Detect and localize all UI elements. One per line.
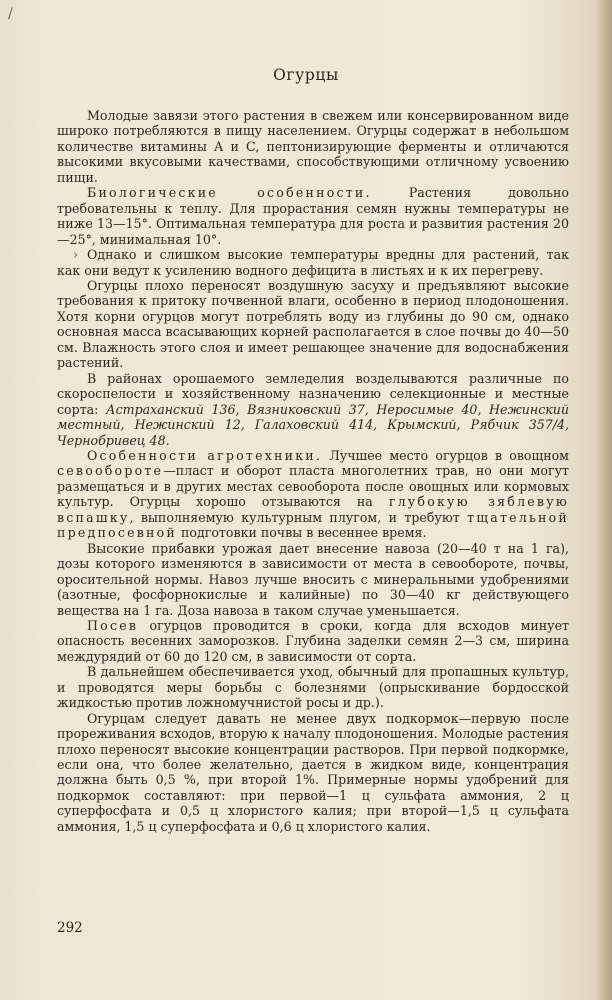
article-body — [57, 108, 569, 834]
paragraph-intro: Молодые завязи этого растения в свежем или консервированном виде широко потребляются в пищу населением. Огурцы содержат в небольшом количестве витамины A и C, пептонизирующие ферменты и отличаются высокими вкусовыми качествами, способствующими отличному усвоению пищи. — [57, 108, 569, 185]
corner-pencil-mark: / — [8, 6, 13, 22]
agrotech-text-d: подготовки почвы в весеннее время. — [177, 525, 427, 541]
variety-list: Астраханский 136, Вязниковский 37, Неросимые 40, Нежинский местный, Нежинский 12, Галаховский 414, Крымский, Рябчик 357/4, Чернобривец 48. — [57, 401, 569, 448]
paragraph-sowing — [57, 618, 569, 664]
paragraph-biology-text: Растения довольно требовательны к теплу. Для прорастания семян нужны температуры не ниже 13—15°. Оптимальная температура для роста и развития растения 20—25°, минимальная 10°. — [57, 185, 569, 247]
paragraph-manure: Высокие прибавки урожая дает внесение навоза (20—40 т на 1 га), дозы которого изменяются в зависимости от места в севообороте, почвы, оросительной нормы. Навоз лучше вносить с минеральными удобрениями (азотные, фосфорнокислые и калийные) по 30—40 кг действующего вещества на 1 га. Доза навоза в таком случае уменьшается. — [57, 540, 569, 618]
section-lead-biology: Биологические особенности. — [87, 185, 372, 201]
paragraph-moisture: Огурцы плохо переносят воздушную засуху и предъявляют высокие требования к притоку почвенной влаги, особенно в период плодоношения. Хотя корни огурцов могут потреблять воду из глубины до 90 см, однако основная масса всасывающих корней располагается в слое почвы до 40—50 см. Влажность этого слоя и имеет решающее значение для водоснабжения растений. — [57, 277, 569, 371]
paragraph-feeding: Огурцам следует давать не менее двух подкормок—первую после прореживания всходов, вторую к началу плодоношения. Молодые растения плохо переносят высокие концентрации растворов. При первой подкормке, если она, что более желательно, дается в жидком виде, концентрация должна быть 0,5 %, при второй 1%. Примерные нормы удобрений для подкормок составляют: при первой—1 ц сульфата аммония, 2 ц суперфосфата и 0,5 ц хлористого калия; при второй—1,5 ц сульфата аммония, 1,5 ц суперфосфата и 0,6 ц хлористого калия. — [57, 710, 569, 834]
margin-tick-mark: › — [73, 247, 79, 263]
paragraph-heat-text: Однако и слишком высокие температуры вредны для растений, так как они ведут к усилению водного дефицита в листьях и к их перегреву. — [57, 247, 569, 278]
paragraph-sowing-text: огурцов проводится в сроки, когда для всходов минует опасность весенних заморозков. Глубина заделки семян 2—3 см, ширина междурядий от 60 до 120 см, в зависимости от сорта. — [57, 617, 569, 664]
term-presowing: тщательной предпосевной — [57, 509, 569, 541]
paragraph-heat — [57, 247, 569, 278]
page-number: 292 — [57, 920, 83, 936]
paragraph-agrotech — [57, 448, 569, 541]
paragraph-varieties — [57, 371, 569, 448]
agrotech-text-a: Лучшее место огурцов в овощном — [322, 447, 569, 463]
paragraph-care: В дальнейшем обеспечивается уход, обычный для пропашных культур, и проводятся меры борьбы с болезнями (опрыскивание бордосской жидкостью против ложномучнистой росы и др.). — [57, 664, 569, 711]
term-crop-rotation: севообороте — [57, 463, 164, 479]
paragraph-varieties-text: В районах орошаемого земледелия возделываются различные по скороспелости и хозяйственному назначению селекционные и местные сорта: — [57, 370, 569, 417]
page-title: Огурцы — [273, 66, 339, 84]
spine-shadow — [596, 0, 612, 1000]
section-lead-sowing: Посев — [87, 617, 139, 633]
agrotech-text-c: , выполняемую культурным плугом, и требуют — [129, 509, 468, 525]
paragraph-biology — [57, 185, 569, 247]
term-deep-plowing: глубокую зяблевую вспашку — [57, 494, 569, 525]
agrotech-text-b: —пласт и оборот пласта многолетних трав, но они могут размещаться и в других местах севооборота после овощных или кормовых культур. Огурцы хорошо отзываются на — [57, 463, 569, 510]
section-lead-agrotech: Особенности агротехники. — [87, 447, 323, 463]
